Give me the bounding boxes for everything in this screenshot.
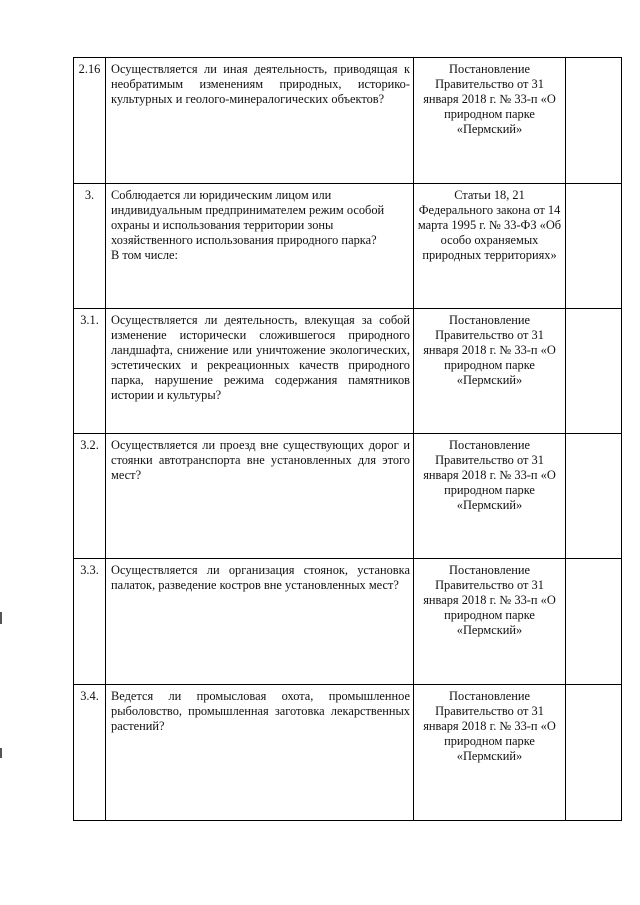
- question-text: Осуществляется ли деятельность, влекущая за собой изменение исторически сложившегося природного ландшафта, снижение или уничтожение экологических, эстетических и рекреационных качеств природного парка, нарушение режима содержания памятников истории и культуры?: [106, 309, 414, 434]
- question-text: Осуществляется ли организация стоянок, установка палаток, разведение костров вне установленных мест?: [106, 559, 414, 685]
- legal-reference: Постановление Правительство от 31 января 2018 г. № 33-п «О природном парке «Пермский»: [414, 309, 566, 434]
- question-line: охраны и использования территории зоны: [111, 218, 334, 232]
- item-number: 3.2.: [74, 434, 106, 559]
- question-text: [106, 184, 414, 309]
- answer-cell[interactable]: [566, 685, 622, 821]
- table-row: [74, 184, 622, 309]
- question-line: В том числе:: [111, 248, 178, 262]
- table-row: [74, 559, 622, 685]
- scan-edge-mark: [0, 612, 2, 624]
- table-row: [74, 434, 622, 559]
- item-number: 3.1.: [74, 309, 106, 434]
- legal-reference: Постановление Правительство от 31 января 2018 г. № 33-п «О природном парке «Пермский»: [414, 559, 566, 685]
- scan-edge-mark: [0, 748, 2, 758]
- item-number: 3.3.: [74, 559, 106, 685]
- table-row: [74, 685, 622, 821]
- legal-reference: Статьи 18, 21 Федерального закона от 14 марта 1995 г. № 33-ФЗ «Об особо охраняемых природных территориях»: [414, 184, 566, 309]
- question-line: хозяйственного использования природного парка?: [111, 233, 377, 247]
- item-number: 3.4.: [74, 685, 106, 821]
- question-text: Осуществляется ли проезд вне существующих дорог и стоянки автотранспорта вне установленных для этого мест?: [106, 434, 414, 559]
- legal-reference: Постановление Правительство от 31 января 2018 г. № 33-п «О природном парке «Пермский»: [414, 685, 566, 821]
- answer-cell[interactable]: [566, 559, 622, 685]
- answer-cell[interactable]: [566, 184, 622, 309]
- question-line: Соблюдается ли юридическим лицом или: [111, 188, 332, 202]
- table-row: [74, 309, 622, 434]
- legal-reference: Постановление Правительство от 31 января 2018 г. № 33-п «О природном парке «Пермский»: [414, 434, 566, 559]
- table-row: [74, 58, 622, 184]
- answer-cell[interactable]: [566, 309, 622, 434]
- answer-cell[interactable]: [566, 434, 622, 559]
- answer-cell[interactable]: [566, 58, 622, 184]
- question-text: Осуществляется ли иная деятельность, приводящая к необратимым изменениям природных, историко-культурных и геолого-минералогических объектов?: [106, 58, 414, 184]
- item-number: 2.16: [74, 58, 106, 184]
- question-text: Ведется ли промысловая охота, промышленное рыболовство, промышленная заготовка лекарственных растений?: [106, 685, 414, 821]
- item-number: 3.: [74, 184, 106, 309]
- legal-reference: Постановление Правительство от 31 января 2018 г. № 33-п «О природном парке «Пермский»: [414, 58, 566, 184]
- question-line: индивидуальным предпринимателем режим особой: [111, 203, 385, 217]
- checklist-table: [73, 57, 622, 821]
